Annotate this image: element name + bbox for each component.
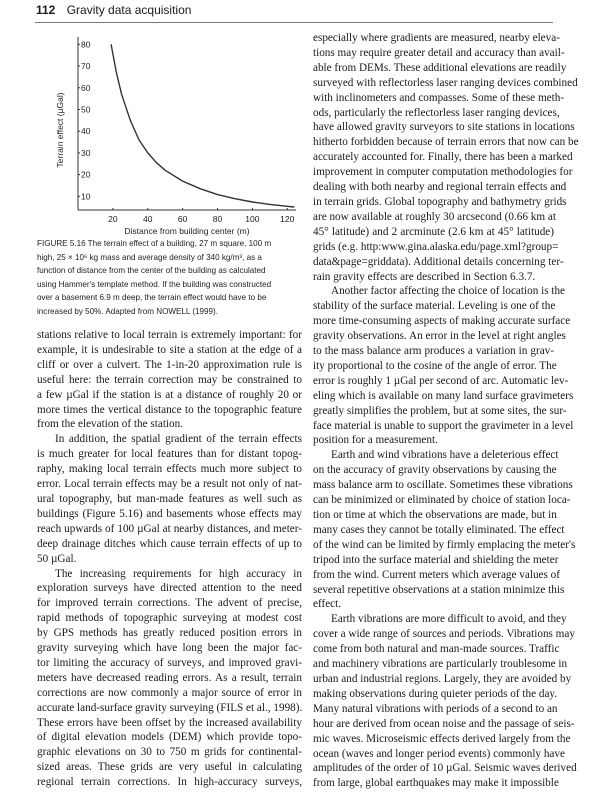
text-line: rain gravity effects are described in Section 6.3.7. <box>313 270 536 283</box>
text-line: on the accuracy of gravity observations by causing the <box>313 464 557 477</box>
text-line: raphy, making local terrain effects much more subject to <box>37 463 302 476</box>
text-line: tor limiting the accuracy of surveys, and improved gravi- <box>37 656 302 669</box>
paragraph <box>313 448 576 612</box>
text-line: mass balance arm to oscillate. Sometimes these vibrations <box>313 479 573 492</box>
text-line: able from DEMs. These additional elevations are readily <box>313 61 567 74</box>
text-line: ocean (waves and longer period events) commonly have <box>313 747 565 760</box>
text-line: Another factor affecting the choice of location is the <box>331 285 566 298</box>
text-line: reach upwards of 100 µGal at nearby distances, and meter- <box>37 522 302 535</box>
text-line: In addition, the spatial gradient of the terrain effects <box>55 433 302 446</box>
figure-caption <box>37 237 302 319</box>
y-tick-label: 10 <box>81 191 91 202</box>
text-line: tion or time at which the observations are made, but in <box>313 509 557 521</box>
text-line: effect. <box>313 598 342 611</box>
x-tick-label: 80 <box>212 214 223 224</box>
text-line: are now available at roughly 30 arcsecond (0.66 km at <box>313 210 556 223</box>
text-line: cover a wide range of sources and periods. Vibrations may <box>313 628 575 641</box>
caption-line: over a basement 6.9 m deep, the terrain effect would have to be <box>37 293 267 303</box>
text-line: These errors have been offset by the increased availability <box>37 716 302 729</box>
text-line: for improved terrain corrections. The advent of precise, <box>37 597 302 610</box>
text-line: meters have decreased reading errors. As a result, terrain <box>37 671 302 684</box>
text-line: buildings (Figure 5.16) and basements whose effects may <box>37 507 302 520</box>
text-line: error is roughly 1 µGal per second of arc. Automatic lev- <box>313 374 569 387</box>
paragraph <box>313 612 577 791</box>
text-line: The increasing requirements for high accuracy in <box>55 567 302 580</box>
x-tick-label: 120 <box>280 214 295 224</box>
text-line: hitherto forbidden because of terrain errors that now can be <box>313 136 579 149</box>
text-line: sized areas. These grids are very useful in calculating <box>37 761 302 774</box>
y-tick-label: 30 <box>81 147 91 158</box>
caption-line: FIGURE 5.16 The terrain effect of a building, 27 m square, 100 m <box>37 239 272 248</box>
text-line: 50 µGal. <box>37 552 77 565</box>
terrain-effect-chart <box>0 30 310 240</box>
text-line: many cases they cannot be totally eliminated. The effect <box>313 523 565 536</box>
caption-line: increased by 50%. Adapted from NOWELL (1999). <box>37 306 219 316</box>
text-line: making observations during quieter periods of the day. <box>313 687 558 700</box>
y-axis-label: Terrain effect (µGal) <box>55 92 65 168</box>
text-line: by GPS methods has greatly reduced position errors in <box>37 627 302 640</box>
y-tick-label: 40 <box>81 126 91 137</box>
y-tick-label: 50 <box>81 104 91 115</box>
paragraph <box>37 432 302 566</box>
terrain-effect-curve <box>111 44 294 207</box>
x-axis-label: Distance from building center (m) <box>124 226 250 236</box>
text-line: hour are derived from ocean noise and the passage of seis- <box>313 717 575 730</box>
paragraph <box>37 567 302 791</box>
x-tick-label: 40 <box>143 214 153 224</box>
caption-line: high, 25 × 10⁶ kg mass and average density of 340 kg/m³, as a <box>37 252 262 262</box>
paragraph <box>313 284 574 448</box>
text-line: ity proportional to the cosine of the angle of error. The <box>313 359 557 372</box>
text-line: Earth and wind vibrations have a deleterious effect <box>331 449 559 462</box>
header-rule <box>35 22 553 23</box>
caption-line: using Hammer's template method. If the building was constructed <box>37 279 272 289</box>
text-line: eling which is available on many land surface gravimeters <box>313 389 574 402</box>
text-line: stations relative to local terrain is extremely important: for <box>37 329 302 341</box>
text-line: accurately accounted for. Finally, there has been a marked <box>313 151 573 164</box>
text-line: ods, particularly the reflectorless laser ranging devices, <box>313 106 560 119</box>
paragraph <box>37 328 302 432</box>
text-line: of digital elevation models (DEM) which provide topo- <box>37 731 302 744</box>
text-line: come from both natural and man-made sources. Traffic <box>313 643 560 656</box>
text-line: with inclinometers and compasses. Some of these meth- <box>313 91 565 104</box>
text-line: position for a measurement. <box>313 434 438 447</box>
y-tick-label: 70 <box>81 61 91 72</box>
text-line: mic waves. Microseismic effects derived largely from the <box>313 732 571 745</box>
text-line: is much greater for local features than for distant topog- <box>37 448 302 461</box>
text-line: Earth vibrations are more difficult to avoid, and they <box>331 613 567 626</box>
text-line: greatly simplifies the problem, but at some sites, the sur- <box>313 404 567 417</box>
running-title: Gravity data acquisition <box>66 3 192 17</box>
text-line: urban and industrial regions. Largely, they are avoided by <box>313 672 572 685</box>
text-line: grids (e.g. http:www.gina.alaska.edu/page.xml?group= <box>313 240 559 253</box>
page-number: 112 <box>36 3 56 17</box>
text-line: to the mass balance arm produces a variation in grav- <box>313 345 554 358</box>
text-line: cliff or over a culvert. The 1-in-20 approximation rule is <box>37 358 302 371</box>
text-line: 45° latitude) and 2 arcminute (2.6 km at 45° latitude) <box>313 225 554 238</box>
text-line: and machinery vibrations are particularly troublesome in <box>313 658 568 671</box>
caption-line: function of distance from the center of the building as calculated <box>37 266 266 276</box>
text-line: more time-consuming aspects of making accurate surface <box>313 315 571 328</box>
text-line: stability of the surface material. Leveling is one of the <box>313 300 556 313</box>
x-tick-label: 60 <box>177 214 188 224</box>
text-line: data&page=griddata). Additional details concerning ter- <box>313 255 564 268</box>
right-column <box>313 31 579 791</box>
text-line: ural topography, but man-made features as well such as <box>37 492 302 505</box>
y-tick-label: 60 <box>81 82 91 93</box>
text-line: useful here: the terrain correction may be constrained to <box>37 373 302 386</box>
text-line: error. Local terrain effects may be a result not only of nat- <box>37 478 302 491</box>
text-line: from large, global earthquakes may make it impossible <box>313 777 559 790</box>
text-line: amplitudes of the order of 10 µGal. Seismic waves derived <box>313 762 577 775</box>
text-line: example, it is undesirable to site a station at the edge of a <box>37 343 302 356</box>
y-tick-label: 80 <box>81 39 91 50</box>
text-line: in terrain grids. Global topography and bathymetry grids <box>313 195 567 208</box>
text-line: Many natural vibrations with periods of a second to an <box>313 702 558 715</box>
text-line: several repetitive observations at a station minimize this <box>313 583 565 596</box>
text-line: regional terrain corrections. In high-accuracy surveys, <box>37 776 302 789</box>
text-line: surveyed with reflectorless laser ranging devices combined <box>313 76 578 89</box>
x-tick-label: 20 <box>108 214 118 224</box>
text-line: from the elevation of the station. <box>37 418 184 431</box>
x-tick-label: 100 <box>245 214 260 224</box>
text-line: deep drainage ditches which cause terrain effects of up to <box>37 537 302 550</box>
text-line: improvement in computer computation methodologies for <box>313 166 573 179</box>
text-line: more times the vertical distance to the topographic feature <box>37 403 302 416</box>
text-line: of the wind can be limited by firmly emplacing the meter's <box>313 538 576 551</box>
text-line: rapid methods of topographic surveying at modest cost <box>37 612 302 625</box>
text-line: exploration surveys have directed attention to the need <box>37 582 302 595</box>
text-line: especially where gradients are measured, nearby eleva- <box>313 32 560 44</box>
y-tick-label: 20 <box>81 169 91 180</box>
left-column <box>37 328 302 790</box>
text-line: a few µGal if the station is at a distance of roughly 20 or <box>37 388 302 401</box>
text-line: from the wind. Current meters which average values of <box>313 568 560 581</box>
paragraph <box>313 31 579 284</box>
text-line: gravity surveying which have long been the major fac- <box>37 642 302 655</box>
text-line: graphic elevations on 30 to 750 m grids for continental- <box>37 746 302 759</box>
text-line: accurate land-surface gravity surveying (FILS et al., 1998). <box>37 701 303 714</box>
running-header <box>36 3 191 17</box>
text-line: have allowed gravity surveyors to site stations in locations <box>313 121 575 134</box>
text-line: gravity observations. An error in the level at right angles <box>313 330 566 343</box>
text-line: face material is unable to support the gravimeter in a level <box>313 419 574 432</box>
text-line: can be minimized or eliminated by choice of station loca- <box>313 494 571 507</box>
text-line: dealing with both nearby and regional terrain effects and <box>313 181 567 194</box>
text-line: tions may require greater detail and accuracy than avail- <box>313 46 565 59</box>
text-line: tripod into the surface material and shielding the meter <box>313 553 559 566</box>
text-line: corrections are now commonly a major source of error in <box>37 686 302 699</box>
